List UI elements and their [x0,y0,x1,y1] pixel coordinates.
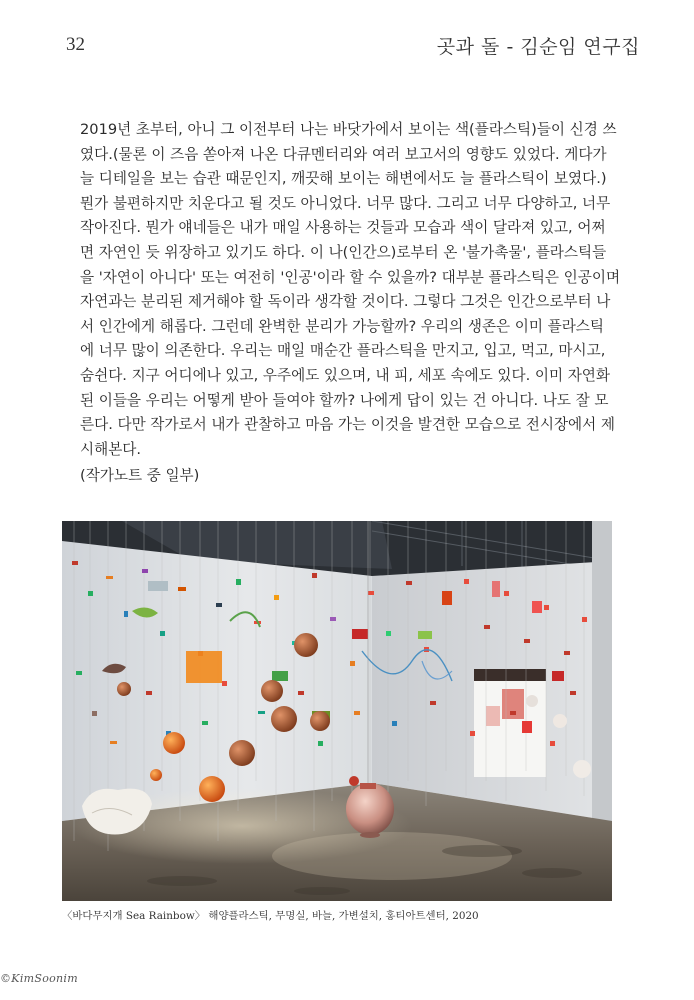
essay-line: 였다.(물론 이 즈음 쏟아져 나온 다큐멘터리와 여러 보고서의 영향도 있었다. 게다가 [80,145,607,163]
page-number: 32 [66,34,85,55]
essay-line: 자연과는 분리된 제거해야 할 독이라 생각할 것이다. 그렇다 그것은 인간으로부터 나 [80,293,611,311]
essay-line: 작아진다. 뭔가 얘네들은 내가 매일 사용하는 것들과 모습과 색이 달라져 있고, 어쩌 [80,219,606,237]
essay-body [80,118,621,489]
installation-photo [62,521,612,901]
essay-line: 면 자연인 듯 위장하고 있기도 하다. 이 나(인간으)로부터 온 '불가촉물', 플라스틱들 [80,243,607,261]
essay-line: 늘 디테일을 보는 습관 때문인지, 깨끗해 보이는 해변에서도 늘 플라스틱이 보였다.) [80,170,607,188]
essay-line: 뭔가 불편하지만 치운다고 될 것도 아니었다. 너무 많다. 그리고 너무 다양하고, 너무 [80,194,611,212]
essay-line: 서 인간에게 해롭다. 그런데 완벽한 분리가 가능할까? 우리의 생존은 이미 플라스틱 [80,317,604,335]
installation-photo-illustration [62,521,612,901]
copyright-watermark: ©KimSoonim [0,972,78,985]
source-note: (작가노트 중 일부) [80,467,200,485]
running-header: 곳과 돌 - 김순임 연구집 [436,36,640,58]
essay-line: 숨쉰다. 지구 어디에나 있고, 우주에도 있으며, 내 피, 세포 속에도 있다. 이미 자연화 [80,366,610,384]
essay-line: 시해본다. [80,440,142,458]
essay-line: 을 '자연이 아니다' 또는 여전히 '인공'이라 할 수 있을까? 대부분 플라스틱은 인공이며 [80,268,621,286]
essay-line: 른다. 다만 작가로서 내가 관찰하고 마음 가는 이것을 발견한 모습으로 전시장에서 제 [80,416,615,434]
essay-line: 된 이들을 우리는 어떻게 받아 들여야 할까? 나에게 답이 있는 건 아니다. 나도 잘 모 [80,391,609,409]
essay-line: 2019년 초부터, 아니 그 이전부터 나는 바닷가에서 보이는 색(플라스틱)들이 신경 쓰 [80,121,617,138]
figure-caption: 〈바다무지개 Sea Rainbow〉 해양플라스틱, 무명실, 바늘, 가변설치, 홍티아트센터, 2020 [62,910,479,922]
essay-line: 에 너무 많이 의존한다. 우리는 매일 매순간 플라스틱을 만지고, 입고, 먹고, 마시고, [80,342,606,360]
